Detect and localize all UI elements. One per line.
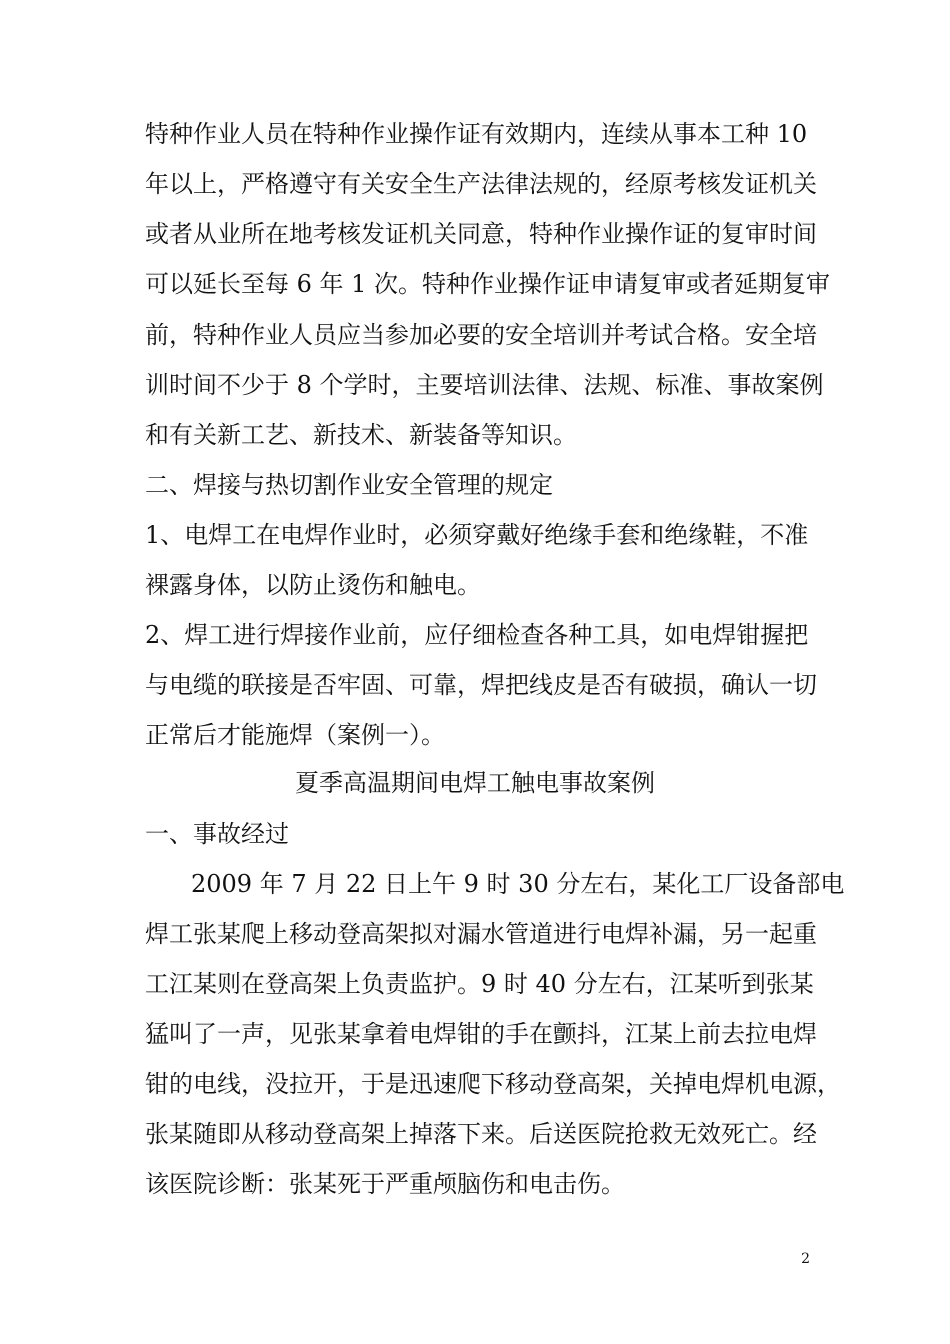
case-paragraph-line-6: 张某随即从移动登高架上掉落下来。后送医院抢救无效死亡。经 (145, 1120, 817, 1148)
case-paragraph-line-5: 钳的电线，没拉开，于是迅速爬下移动登高架，关掉电焊机电源， (145, 1070, 841, 1098)
para-review-extension-line-3: 或者从业所在地考核发证机关同意，特种作业操作证的复审时间 (145, 220, 817, 248)
case-paragraph-line-7: 该医院诊断：张某死于严重颅脑伤和电击伤。 (145, 1170, 625, 1198)
para-review-extension-line-6: 训时间不少于 8 个学时，主要培训法律、法规、标准、事故案例 (145, 371, 824, 399)
case-paragraph-line-1: 2009 年 7 月 22 日上午 9 时 30 分左右，某化工厂设备部电 (191, 870, 845, 898)
case-title: 夏季高温期间电焊工触电事故案例 (295, 769, 655, 797)
page-number: 2 (801, 1251, 810, 1267)
case-section-heading: 一、事故经过 (145, 820, 289, 848)
para-review-extension-line-2: 年以上，严格遵守有关安全生产法律法规的，经原考核发证机关 (145, 170, 817, 198)
section-heading-welding-rules: 二、焊接与热切割作业安全管理的规定 (145, 471, 553, 499)
rule-2-line-3: 正常后才能施焊（案例一）。 (145, 721, 445, 749)
case-paragraph-line-2: 焊工张某爬上移动登高架拟对漏水管道进行电焊补漏，另一起重 (145, 920, 817, 948)
para-review-extension-line-7: 和有关新工艺、新技术、新装备等知识。 (145, 421, 577, 449)
para-review-extension-line-1: 特种作业人员在特种作业操作证有效期内，连续从事本工种 10 (145, 120, 808, 148)
case-paragraph-line-3: 工江某则在登高架上负责监护。9 时 40 分左右，江某听到张某 (145, 970, 814, 998)
rule-2-line-1: 2、焊工进行焊接作业前，应仔细检查各种工具，如电焊钳握把 (145, 621, 809, 649)
para-review-extension-line-4: 可以延长至每 6 年 1 次。特种作业操作证申请复审或者延期复审 (145, 270, 831, 298)
para-review-extension-line-5: 前，特种作业人员应当参加必要的安全培训并考试合格。安全培 (145, 321, 817, 349)
case-paragraph-line-4: 猛叫了一声，见张某拿着电焊钳的手在颤抖，江某上前去拉电焊 (145, 1020, 817, 1048)
rule-1-line-1: 1、电焊工在电焊作业时，必须穿戴好绝缘手套和绝缘鞋，不准 (145, 521, 809, 549)
rule-1-line-2: 裸露身体，以防止烫伤和触电。 (145, 571, 481, 599)
rule-2-line-2: 与电缆的联接是否牢固、可靠，焊把线皮是否有破损，确认一切 (145, 671, 817, 699)
